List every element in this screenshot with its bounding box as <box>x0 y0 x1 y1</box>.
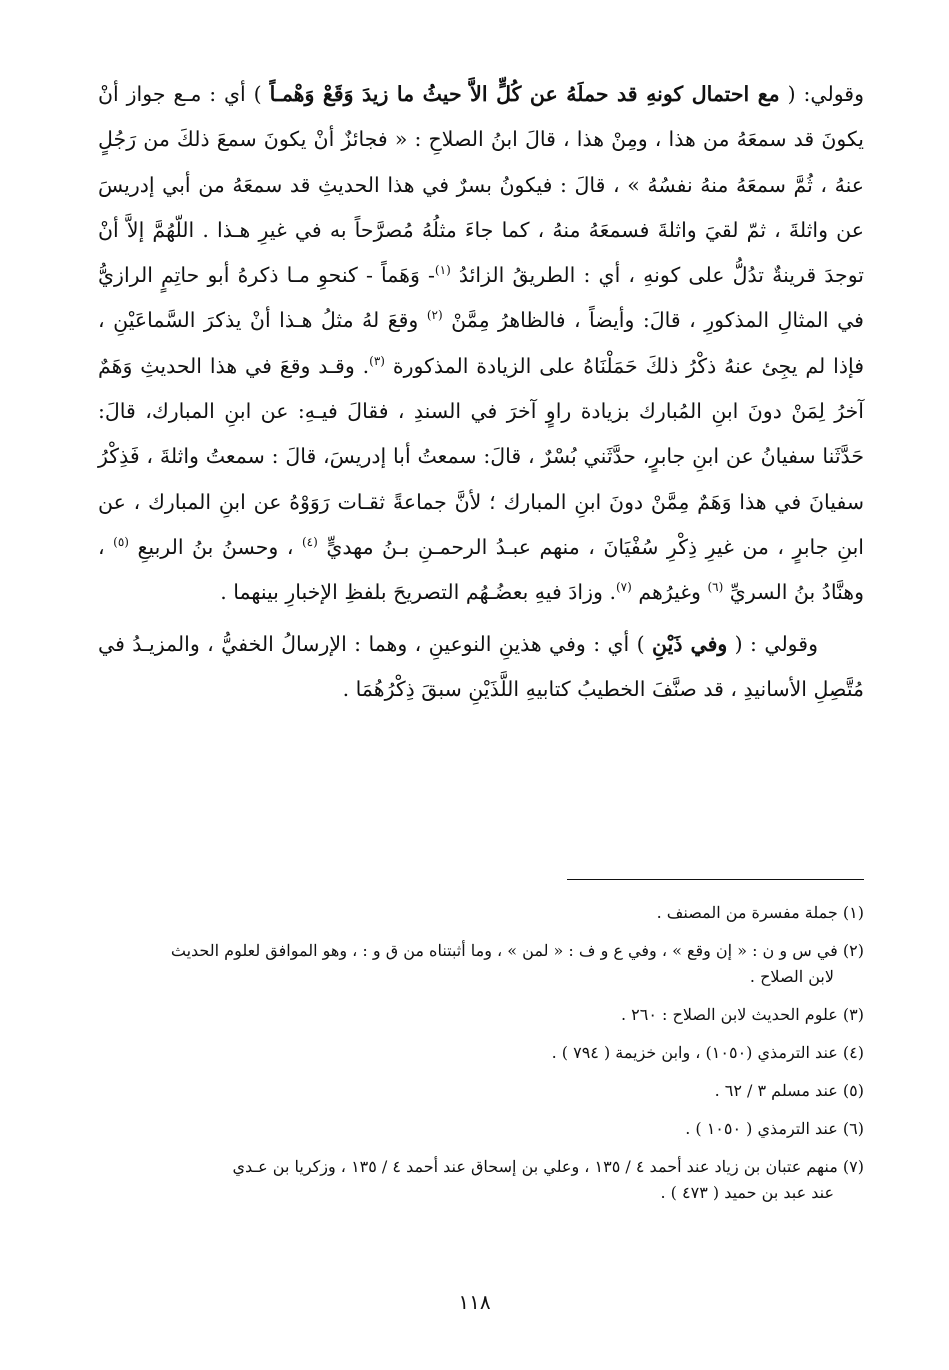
footnote-number: (٥) <box>842 1081 864 1100</box>
footnote-text: جملة مفسرة من المصنف . <box>656 903 838 922</box>
p1-text-4: . وقـد وقعَ في هذا الحديثِ وَهَمٌ آخرُ لِمَنْ دونَ ابنِ المُبارك بزيادة راوٍ آخرَ في السندِ ، فقالَ فيـهِ: عن ابنِ المبارك، قالَ: حَدَّثَنا سفيانُ عن ابنِ جابرٍ، حدَّثَني بُسْرٌ ، قالَ: سمعتُ أبا إدريسَ، قالَ : سمعتُ واثلةَ ، فَذِكْرُ سفيانَ في هذا وَهَمٌ مِمَّنْ دونَ ابنِ المبارك ؛ لأنَّ جماعةً ثقـات رَوَوْهُ عن ابنِ المبارك ، عن ابنِ جابرٍ ، من غيرِ ذِكْرِ سُفْيَانَ ، منهم عبـدُ الرحمـنِ بـنُ مهديٍّ <box>98 353 864 559</box>
footnote-continuation: عند عبد بن حميد ( ٤٧٣ ) . <box>660 1183 834 1202</box>
p1-intro: وقولي: ( <box>787 82 864 106</box>
note-ref-7: (٧) <box>615 580 632 595</box>
footnotes <box>98 900 864 1218</box>
note-ref-3: (٣) <box>369 353 385 368</box>
footnote-text: عند الترمذي (١٠٥٠) ، وابن خزيمة ( ٧٩٤ ) . <box>551 1043 838 1062</box>
footnote-6 <box>98 1116 864 1142</box>
footnote-7 <box>98 1154 864 1206</box>
paragraph-2 <box>98 622 864 713</box>
p1-text-6: ، وهنَّادُ بنُ السريِّ <box>98 534 864 605</box>
p1-text-8: . وزادَ فيهِ بعضُـهُم التصريحَ بلفظِ الإخبارِ بينهما . <box>220 580 616 605</box>
page-number: ١١٨ <box>458 1290 491 1314</box>
p1-text-5: ، وحسنُ بنُ الربيعِ <box>137 534 294 559</box>
p2-verse-quote: وفي ذَيْنِ <box>652 631 728 656</box>
main-text <box>98 72 864 712</box>
p1-text-1: ) أي : مـع جواز أنْ يكونَ قد سمعَهُ من هذا ، ومِنْ هذا ، قالَ ابنُ الصلاحِ : « فجائزٌ أنْ يكونَ سمعَ ذلكَ من رَجُلٍ عنهُ ، ثُمَّ سمعَهُ منهُ نفسُهُ » ، قالَ : فيكونُ بسرٌ في هذا الحديثِ قد سمعَهُ من أبي إدريسَ عن واثلةَ ، ثمّ لقيَ واثلةَ فسمعَهُ منهُ ، كما جاءَ مثلُهُ مُصرَّحاً به في غيرِ هـذا . اللّهُمَّ إلاَّ أنْ توجدَ قرينةٌ تدُلُّ على كونهِ ، أي : الطريقُ الزائدُ <box>98 82 864 288</box>
footnote-continuation: لابن الصلاح . <box>749 967 834 986</box>
note-ref-5: (٥) <box>113 535 129 550</box>
note-ref-6: (٦) <box>707 580 724 595</box>
p1-text-7: وغيرُهم <box>638 580 701 605</box>
p2-intro: وقولي : ( <box>734 631 818 656</box>
note-ref-2: (٢) <box>426 308 443 323</box>
footnote-5 <box>98 1078 864 1104</box>
footnote-number: (٤) <box>842 1043 864 1062</box>
footnote-3 <box>98 1002 864 1028</box>
footnote-text: في س و ن : « إن وقع » ، وفي ع و ف : « لمن » ، وما أثبتناه من ق و : ، وهو الموافق لعلوم الحديث <box>170 941 838 960</box>
footnote-1 <box>98 900 864 926</box>
p1-text-3: وقعَ لهُ مثلُ هـذا أنْ يذكرَ السَّماعَيْنِ ، فإذا لم يجِئ عنهُ ذكْرُ ذلكَ حَمَلْنَاهُ على الزيادة المذكورة <box>98 308 865 378</box>
footnote-4 <box>98 1040 864 1066</box>
p1-verse-quote: مع احتمال كونهِ قد حملَهُ عن كُلٍّ الاَّ حيثُ ما زيدَ وَقَعْ وَهْمـاً <box>269 82 780 106</box>
footnote-text: عند الترمذي ( ١٠٥٠ ) . <box>685 1119 838 1138</box>
footnote-separator <box>567 879 864 880</box>
p2-text: ) أي : وفي هذينِ النوعينِ ، وهما : الإرسالُ الخفيُّ ، والمزيـدُ في مُتَّصِلِ الأسانيدِ ، قد صنَّفَ الخطيبُ كتابيهِ اللَّذَيْنِ سبقَ ذِكْرُهُمَا . <box>98 631 864 701</box>
footnote-number: (٧) <box>842 1157 864 1176</box>
footnote-text: عند مسلم ٣ / ٦٢ . <box>714 1081 838 1100</box>
paragraph-1 <box>98 72 864 616</box>
p1-text-2: - وَهَماً - كنحوِ مـا ذكرهُ أبو حاتِمٍ الرازيُّ في المثالِ المذكورِ ، قالَ: وأيضاً ، فالظاهرُ مِمَّنْ <box>98 263 864 333</box>
footnote-text: علوم الحديث لابن الصلاح : ٢٦٠ . <box>620 1005 838 1024</box>
footnote-number: (١) <box>842 903 864 922</box>
footnote-number: (٦) <box>842 1119 864 1138</box>
footnote-text: منهم عتبان بن زياد عند أحمد ٤ / ١٣٥ ، وعلي بن إسحاق عند أحمد ٤ / ١٣٥ ، وزكريا بن عـدي <box>232 1157 838 1176</box>
note-ref-1: (١) <box>434 263 451 278</box>
footnote-number: (٣) <box>842 1005 864 1024</box>
note-ref-4: (٤) <box>301 535 318 550</box>
footnote-2 <box>98 938 864 990</box>
footnote-number: (٢) <box>842 941 864 960</box>
